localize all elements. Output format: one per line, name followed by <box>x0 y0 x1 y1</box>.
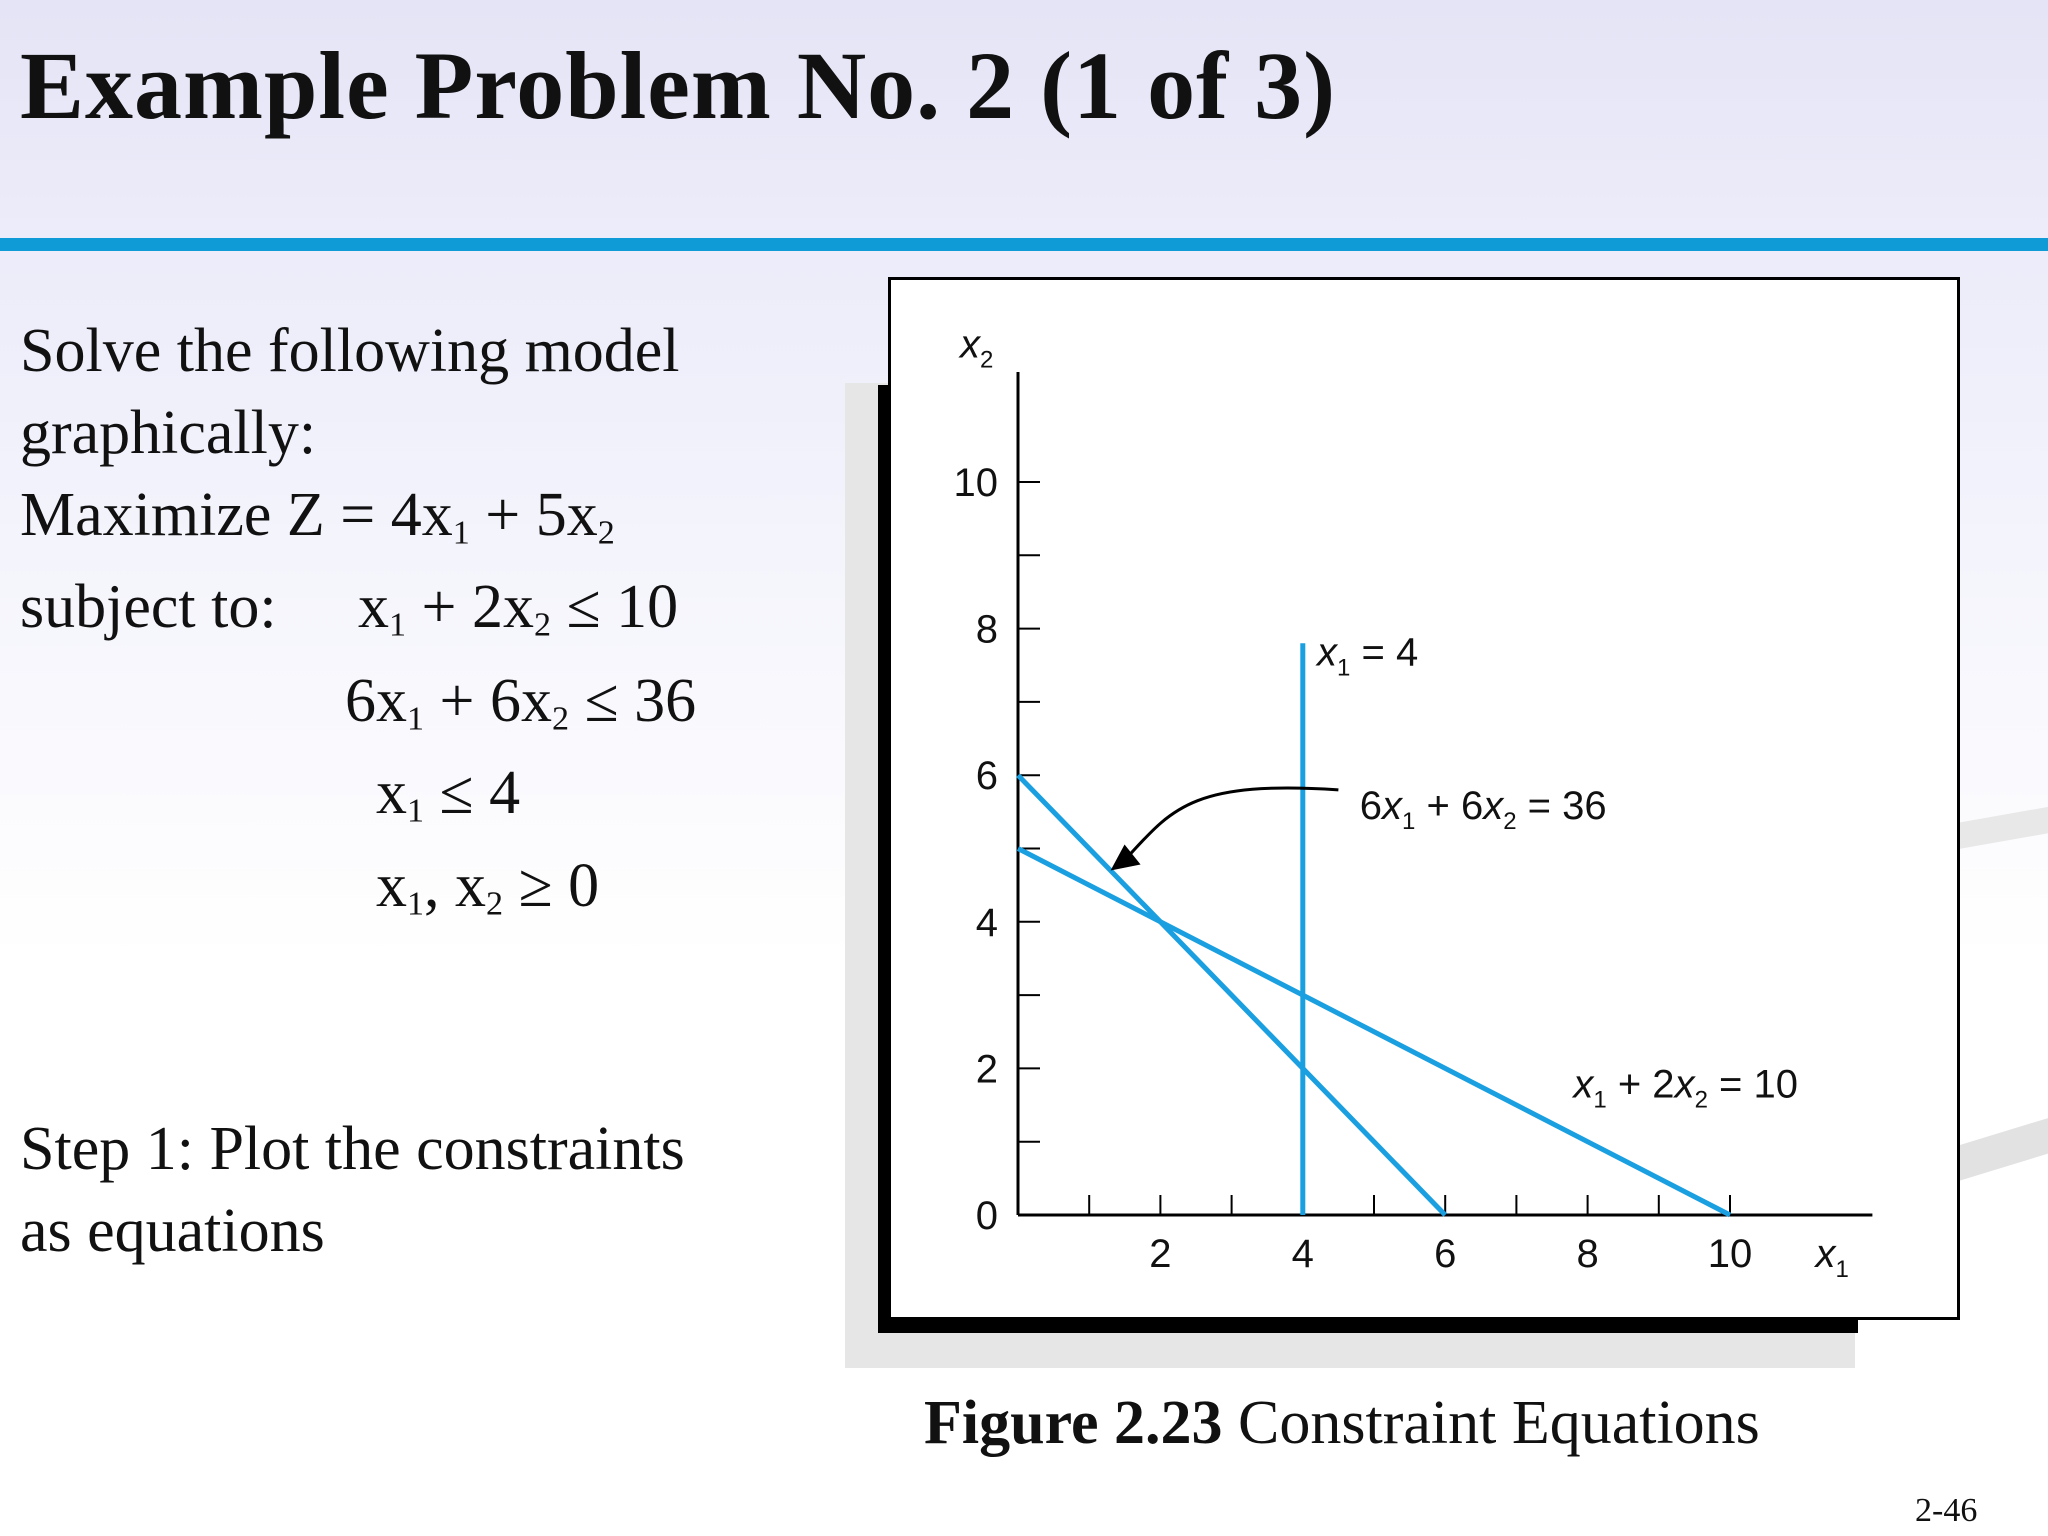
series-label-2: $6x_1 + 6x_2 = 36$ <box>1359 784 1607 836</box>
constraint-2: $6x_1 + 6x_2 \le 36$ <box>345 667 697 738</box>
series-label-1: $x_1 = 4$ <box>1317 630 1419 682</box>
objective-function: Maximize $Z = 4x_1 + 5x_2$ <box>20 481 615 552</box>
step-text <box>20 1108 685 1272</box>
series-line-2 <box>1018 775 1445 1215</box>
y-tick-label: 8 <box>975 607 998 652</box>
constraint-1: $x_1 + 2x_2 \le 10$ <box>358 573 679 644</box>
intro-line-2: graphically: <box>20 399 317 467</box>
title-divider <box>0 238 2048 251</box>
y-tick-label: 0 <box>975 1194 998 1238</box>
series-label-3: $x_1 + 2x_2 = 10$ <box>1573 1062 1799 1114</box>
y-tick-label: 2 <box>975 1047 998 1092</box>
figure-frame <box>888 277 1960 1320</box>
constraint-3: $x_1 \le 4$ <box>376 759 521 830</box>
y-tick-label: 10 <box>953 461 998 505</box>
annotation-arrow <box>1123 788 1339 863</box>
x-tick-label: 8 <box>1576 1232 1599 1276</box>
x-tick-label: 6 <box>1434 1232 1457 1276</box>
x-tick-label: 10 <box>1707 1232 1753 1276</box>
constraint-label: subject to: <box>20 573 277 641</box>
x-tick-label: 4 <box>1291 1232 1314 1276</box>
slide-title: Example Problem No. 2 (1 of 3) <box>20 32 1337 139</box>
series-line-3 <box>1018 849 1730 1216</box>
y-tick-label: 6 <box>975 754 998 799</box>
step-line-2: as equations <box>20 1197 325 1265</box>
figure-caption: Figure 2.23 Constraint Equations <box>924 1389 1760 1457</box>
constraint-4: $x_1$, $x_2 \ge 0$ <box>376 852 600 923</box>
y-tick-label: 4 <box>975 900 998 945</box>
x-axis-label: $x_1$ <box>1815 1232 1849 1283</box>
y-axis-label: $x_2$ <box>960 322 994 374</box>
intro-line-1: Solve the following model <box>20 317 680 385</box>
intro-text <box>20 310 680 474</box>
constraint-chart <box>891 280 1957 1317</box>
x-tick-label: 2 <box>1149 1232 1172 1276</box>
page-number: 2-46 <box>1915 1492 1978 1529</box>
step-line-1: Step 1: Plot the constraints <box>20 1115 685 1183</box>
